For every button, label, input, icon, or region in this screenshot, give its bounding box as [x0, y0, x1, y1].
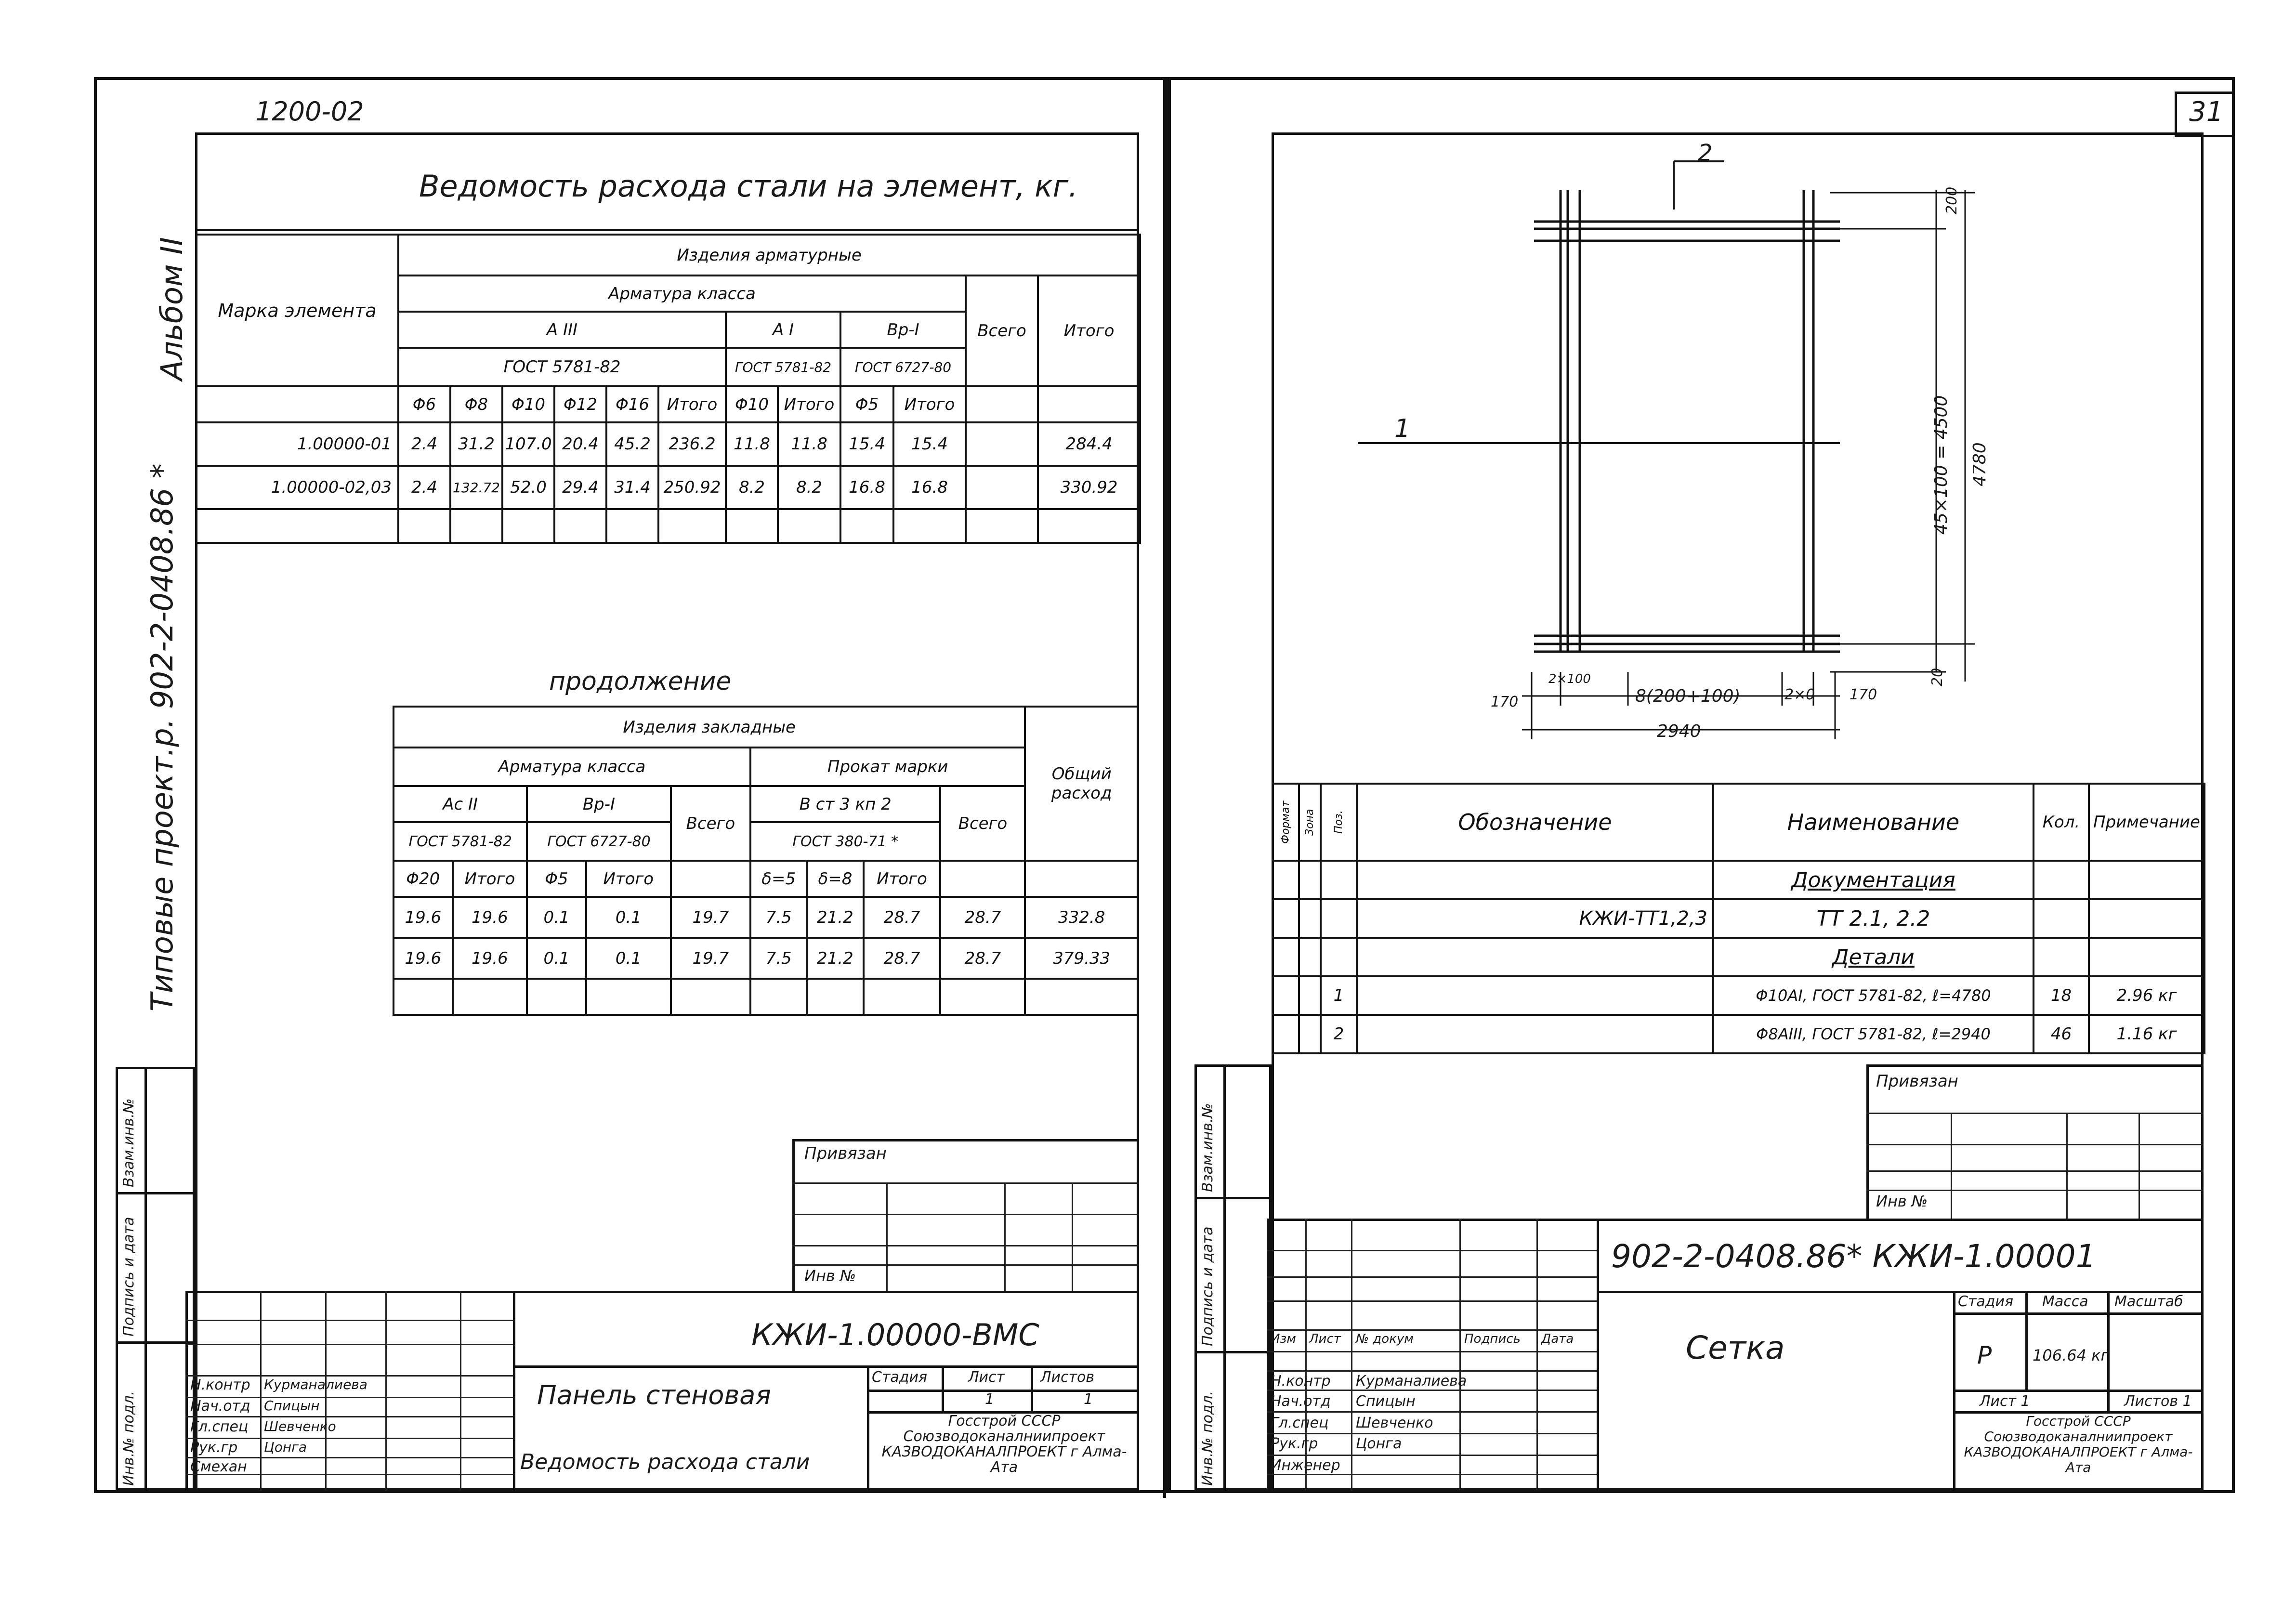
table-row: [394, 938, 1138, 979]
stamp-col: Лист: [1309, 1332, 1341, 1346]
blank-cell: [1038, 386, 1140, 422]
gost-aiii: ГОСТ 5781-82: [398, 348, 726, 386]
dim-total-vertical: 4780: [1970, 442, 1990, 486]
table-row: [394, 897, 1138, 938]
value-cell: 15.4: [893, 422, 966, 466]
left-album: Альбом II: [154, 237, 189, 380]
sub-header-row: [196, 386, 1140, 422]
side-label-inv: Инв.№ подл.: [1199, 1390, 1216, 1486]
sub-col: Φ20: [394, 861, 453, 897]
sub-col: Φ5: [527, 861, 586, 897]
col-marka: Марка элемента: [196, 235, 398, 386]
name-label: Цонга: [1356, 1435, 1402, 1452]
value-cell: 19.6: [394, 938, 453, 979]
name-label: Цонга: [264, 1439, 307, 1455]
side-label-sign: Подпись и дата: [120, 1217, 137, 1337]
stadia-label: Стадия: [872, 1369, 928, 1386]
value-cell: 28.7: [940, 938, 1025, 979]
marka-cell: 1.00000-01: [196, 422, 398, 466]
role-label: Инженер: [1271, 1457, 1340, 1474]
dim-right2: 170: [1850, 686, 1877, 703]
dim-top: 200: [1943, 186, 1960, 214]
role-label: Гл.спец: [190, 1418, 249, 1435]
value-cell: 28.7: [864, 938, 941, 979]
left-stamp-name1: Панель стеновая: [537, 1380, 771, 1410]
dim-mid: 8(200+100): [1635, 686, 1741, 706]
role-label: Гл.спец: [1271, 1415, 1329, 1431]
sub-col: δ=5: [750, 861, 807, 897]
value-cell: 236.2: [658, 422, 726, 466]
spec-prim: [2089, 861, 2204, 899]
name-label: Спицын: [1356, 1393, 1416, 1410]
left-top-code: 1200-02: [255, 96, 364, 127]
dim-left2: 2×100: [1548, 672, 1591, 686]
value-cell: 31.4: [606, 466, 658, 509]
table-row: [394, 979, 1138, 1015]
table-row: [196, 422, 1140, 466]
role-label: Рук.гр: [190, 1439, 238, 1456]
value-cell: 0.1: [586, 938, 671, 979]
name-label: Курманалиева: [1356, 1373, 1467, 1390]
spec-header: Формат: [1273, 784, 1299, 861]
left-title: Ведомость расхода стали на элемент, кг.: [419, 169, 1078, 204]
listov-label: Листов: [1040, 1369, 1095, 1386]
name-label: Шевченко: [264, 1418, 336, 1434]
spec-header: Обозначение: [1357, 784, 1713, 861]
value-cell: 0.1: [527, 938, 586, 979]
value-cell: 29.4: [554, 466, 606, 509]
value-cell: 0.1: [586, 897, 671, 938]
continuation-label: продолжение: [549, 667, 732, 696]
stamp-col: Дата: [1541, 1332, 1574, 1346]
table-row: [196, 466, 1140, 509]
sub-col: Φ10: [726, 386, 778, 422]
sheet-separator: [1163, 77, 1166, 1498]
value-cell: 19.6: [453, 938, 527, 979]
group-header: Изделия арматурные: [398, 235, 1140, 275]
spec-pos: [1321, 938, 1357, 976]
stadia-value: Р: [1977, 1341, 1992, 1369]
value-cell: 52.0: [502, 466, 554, 509]
dim-left: 170: [1491, 694, 1519, 710]
massa-value: 106.64 кг: [2033, 1346, 2109, 1364]
class-header: Арматура класса: [394, 748, 750, 786]
right-stamp-name: Сетка: [1686, 1329, 1785, 1366]
spec-name: Φ8AIII, ГОСТ 5781-82, ℓ=2940: [1713, 1015, 2034, 1053]
value-cell: [966, 422, 1038, 466]
vsego2-header: Всего: [940, 786, 1025, 861]
masshtab-label: Масштаб: [2114, 1293, 2183, 1310]
list-value: 1: [985, 1391, 995, 1408]
list-label: Лист: [968, 1369, 1005, 1386]
spec-pos: 2: [1321, 1015, 1357, 1053]
spec-row: [1273, 899, 2204, 938]
spec-row: [1273, 861, 2204, 899]
spec-oboz: [1357, 976, 1713, 1015]
left-stamp-name2: Ведомость расхода стали: [520, 1450, 810, 1474]
dim-vertical: 45×100 = 4500: [1931, 395, 1951, 535]
spec-name: Φ10AI, ГОСТ 5781-82, ℓ=4780: [1713, 976, 2034, 1015]
aiii-header: A III: [398, 312, 726, 348]
spec-kol: 46: [2034, 1015, 2089, 1053]
side-label-vzam: Взам.инв.№: [120, 1098, 137, 1187]
gost-bpi: ГОСТ 6727-80: [527, 822, 671, 861]
spec-pos: [1321, 899, 1357, 938]
blank-cell: [196, 386, 398, 422]
spec-row: [1273, 976, 2204, 1015]
left-stamp-code: КЖИ-1.00000-ВМС: [751, 1317, 1039, 1352]
stamp-col: Подпись: [1464, 1332, 1521, 1346]
sub-col: Итого: [586, 861, 671, 897]
left-side-title: Типовые проект.р. 902-2-0408.86 *: [144, 463, 180, 1011]
title-divider: [195, 229, 1139, 231]
sub-col: Φ6: [398, 386, 450, 422]
name-label: Курманалиева: [264, 1377, 367, 1392]
value-cell: 28.7: [940, 897, 1025, 938]
sub-col: Φ16: [606, 386, 658, 422]
sub-col: Итого: [778, 386, 840, 422]
prokat-header: Прокат марки: [750, 748, 1025, 786]
spec-name: ТТ 2.1, 2.2: [1713, 899, 2034, 938]
vsego-header: Всего: [966, 275, 1038, 386]
value-cell: 21.2: [807, 897, 863, 938]
value-cell: 21.2: [807, 938, 863, 979]
stamp-col: Изм: [1271, 1332, 1296, 1346]
class-header: Арматура класса: [398, 275, 966, 312]
right-privyazan-label: Привязан: [1876, 1072, 1958, 1091]
right-inv-label: Инв №: [1876, 1192, 1928, 1210]
value-cell: 20.4: [554, 422, 606, 466]
spec-row: [1273, 1015, 2204, 1053]
role-label: Н.контр: [1271, 1373, 1331, 1390]
spec-table: [1272, 783, 2205, 1054]
value-cell: 330.92: [1038, 466, 1140, 509]
spec-kol: [2034, 861, 2089, 899]
steel-table: [195, 234, 1141, 544]
spec-header: Наименование: [1713, 784, 2034, 861]
spec-oboz: [1357, 861, 1713, 899]
value-cell: 31.2: [450, 422, 502, 466]
value-cell: 379.33: [1025, 938, 1138, 979]
role-label: Смехан: [190, 1458, 247, 1475]
spec-header: Примечание: [2089, 784, 2204, 861]
vsego-header: Всего: [671, 786, 750, 861]
value-cell: 11.8: [726, 422, 778, 466]
name-label: Шевченко: [1356, 1415, 1433, 1431]
gost-vst: ГОСТ 380-71 *: [750, 822, 940, 861]
value-cell: 250.92: [658, 466, 726, 509]
aii-header: Ac II: [394, 786, 527, 822]
side-label-sign: Подпись и дата: [1199, 1226, 1216, 1346]
value-cell: 7.5: [750, 938, 807, 979]
page-number: 31: [2189, 96, 2224, 128]
listov-value: 1: [1084, 1391, 1093, 1408]
value-cell: 8.2: [726, 466, 778, 509]
section-mark: 2: [1698, 140, 1713, 167]
side-label-inv: Инв.№ подл.: [120, 1390, 137, 1486]
sub-col: Φ8: [450, 386, 502, 422]
blank-cell: [966, 386, 1038, 422]
spec-prim: [2089, 899, 2204, 938]
spec-prim: [2089, 938, 2204, 976]
value-cell: 16.8: [893, 466, 966, 509]
value-cell: [966, 466, 1038, 509]
value-cell: 2.4: [398, 466, 450, 509]
spec-kol: 18: [2034, 976, 2089, 1015]
role-label: Нач.отд: [1271, 1393, 1331, 1410]
spec-oboz: [1357, 1015, 1713, 1053]
spec-oboz: [1357, 938, 1713, 976]
value-cell: 19.6: [453, 897, 527, 938]
obshiy-header: Общий расход: [1025, 707, 1138, 861]
vst-header: В ст 3 кп 2: [750, 786, 940, 822]
value-cell: 132.72: [450, 466, 502, 509]
dim-right1: 2×0: [1784, 686, 1815, 703]
massa-label: Масса: [2042, 1293, 2088, 1310]
name-label: Спицын: [264, 1398, 320, 1414]
gost-bpi: ГОСТ 6727-80: [840, 348, 966, 386]
spec-oboz: КЖИ-ТТ1,2,3: [1357, 899, 1713, 938]
role-label: Н.контр: [190, 1377, 250, 1393]
value-cell: 0.1: [527, 897, 586, 938]
gost-ai: ГОСТ 5781-82: [726, 348, 840, 386]
right-stamp-code: 902-2-0408.86* КЖИ-1.00001: [1611, 1238, 2096, 1275]
value-cell: 16.8: [840, 466, 893, 509]
spec-pos: [1321, 861, 1357, 899]
value-cell: 19.7: [671, 897, 750, 938]
spec-name: Детали: [1713, 938, 2034, 976]
marka-cell: 1.00000-02,03: [196, 466, 398, 509]
privyazan-label: Привязан: [804, 1144, 887, 1163]
sub-col: Итого: [893, 386, 966, 422]
sub-col: Φ12: [554, 386, 606, 422]
value-cell: 45.2: [606, 422, 658, 466]
value-cell: 19.7: [671, 938, 750, 979]
spec-prim: 2.96 кг: [2089, 976, 2204, 1015]
embedded-parts-table: [393, 706, 1139, 1016]
spec-row: [1273, 938, 2204, 976]
spec-prim: 1.16 кг: [2089, 1015, 2204, 1053]
ai-header: A I: [726, 312, 840, 348]
sub-col: δ=8: [807, 861, 863, 897]
group-header: Изделия закладные: [394, 707, 1025, 748]
value-cell: 2.4: [398, 422, 450, 466]
stamp-col: № докум: [1356, 1332, 1414, 1346]
spec-header: Поз.: [1321, 784, 1357, 861]
bpi-header: Bp-I: [840, 312, 966, 348]
right-org: Госстрой СССР Союзводоканалниипроект КАЗВОДОКАНАЛПРОЕКТ г Алма-Ата: [1964, 1413, 2193, 1475]
inv-label: Инв №: [804, 1267, 856, 1285]
sub-header-row: [394, 861, 1138, 897]
gost-aii: ГОСТ 5781-82: [394, 822, 527, 861]
role-label: Рук.гр: [1271, 1435, 1318, 1452]
side-label-vzam: Взам.инв.№: [1199, 1103, 1216, 1192]
value-cell: 7.5: [750, 897, 807, 938]
bpi-header: Bp-I: [527, 786, 671, 822]
dim-total: 2940: [1657, 721, 1701, 741]
mesh-drawing: [1272, 132, 2204, 783]
role-label: Нач.отд: [190, 1398, 250, 1415]
stadia-label: Стадия: [1958, 1293, 2014, 1310]
list-label: Лист 1: [1980, 1393, 2030, 1410]
sub-col: Итого: [658, 386, 726, 422]
value-cell: 15.4: [840, 422, 893, 466]
value-cell: 28.7: [864, 897, 941, 938]
spec-header: Кол.: [2034, 784, 2089, 861]
table-row: [196, 509, 1140, 543]
spec-header: Зона: [1299, 784, 1321, 861]
listov-label: Листов 1: [2124, 1393, 2192, 1410]
dim-bottom-small: 20: [1929, 668, 1946, 686]
value-cell: 332.8: [1025, 897, 1138, 938]
spec-kol: [2034, 938, 2089, 976]
spec-header-row: [1273, 784, 2204, 861]
value-cell: 284.4: [1038, 422, 1140, 466]
position-mark: 1: [1394, 414, 1411, 443]
value-cell: 107.0: [502, 422, 554, 466]
sub-col: Итого: [453, 861, 527, 897]
sub-col: Φ5: [840, 386, 893, 422]
sub-col: Итого: [864, 861, 941, 897]
value-cell: 19.6: [394, 897, 453, 938]
spec-kol: [2034, 899, 2089, 938]
spec-name: Документация: [1713, 861, 2034, 899]
value-cell: 11.8: [778, 422, 840, 466]
spec-pos: 1: [1321, 976, 1357, 1015]
left-org: Госстрой СССР Союзводоканалниипроект КАЗВОДОКАНАЛПРОЕКТ г Алма-Ата: [881, 1413, 1127, 1476]
value-cell: 8.2: [778, 466, 840, 509]
itogo-header: Итого: [1038, 275, 1140, 386]
sub-col: Φ10: [502, 386, 554, 422]
